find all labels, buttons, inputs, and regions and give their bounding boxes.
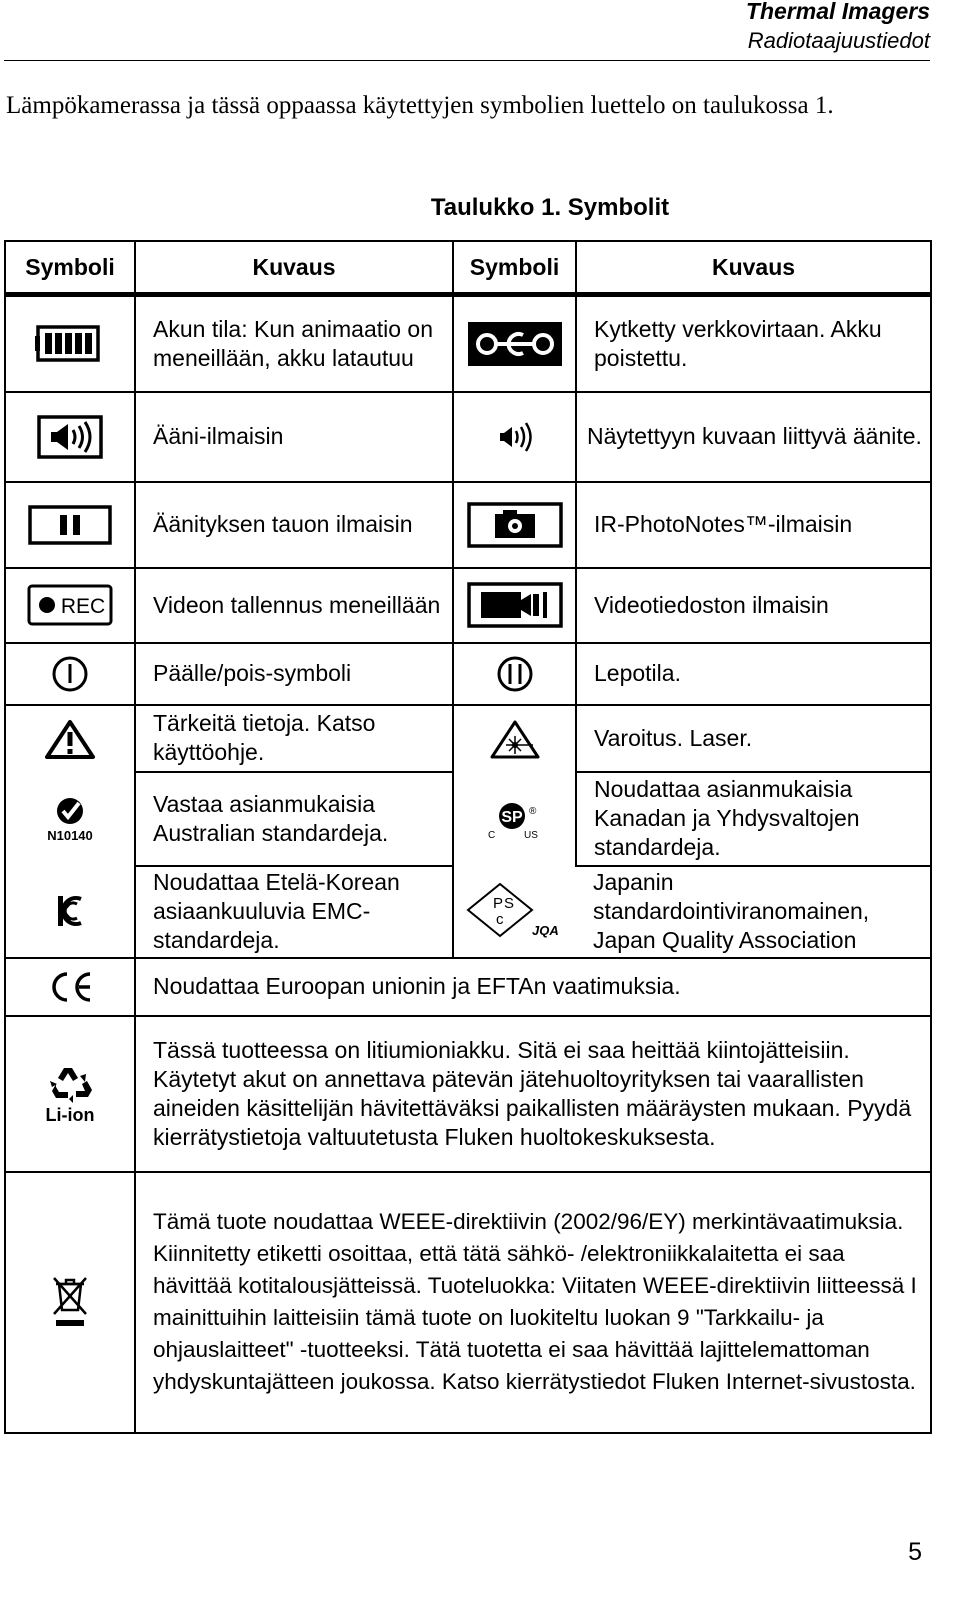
table-row: [5, 568, 931, 643]
jqa-label: JQA: [532, 923, 559, 938]
power-icon: [5, 643, 135, 705]
table-row: [5, 958, 931, 1016]
description: Noudattaa Etelä-Korean asiaankuuluvia EMC-standardeja.: [135, 866, 453, 958]
description: Videon tallennus meneillään: [135, 568, 453, 643]
page-number: 5: [908, 1538, 922, 1566]
table-row: [5, 643, 931, 705]
symbols-table: [4, 240, 932, 1434]
intro-paragraph: Lämpökamerassa ja tässä oppaassa käytettyjen symbolien luettelo on taulukossa 1.: [6, 92, 834, 119]
kc-icon: [5, 866, 135, 958]
table-row: [5, 705, 931, 772]
table-caption: Taulukko 1. Symbolit: [430, 194, 670, 221]
recording-pause-icon: [5, 482, 135, 568]
table-row: [5, 392, 931, 482]
description: Lepotila.: [576, 643, 931, 705]
description: Tässä tuotteessa on litiumioniakku. Sitä ei saa heittää kiintojätteisiin. Käytetyt akut on annettava pätevän jätehuoltoyrityksen tai vaarallisten aineiden käsittelijän hävitettäväksi paikallisten määräysten mukaan. Pyydä kierrätystietoja valtuutetusta Fluken huoltokeskuksesta.: [135, 1016, 931, 1172]
ce-mark-icon: [5, 958, 135, 1016]
description: Videotiedoston ilmaisin: [576, 568, 931, 643]
csa-c-label: C: [487, 829, 495, 841]
table-row: [5, 1172, 931, 1433]
audio-indicator-icon: [5, 392, 135, 482]
description: Noudattaa Euroopan unionin ja EFTAn vaatimuksia.: [135, 958, 931, 1016]
ir-photonotes-icon: [453, 482, 576, 568]
description: Tämä tuote noudattaa WEEE-direktiivin (2002/96/EY) merkintävaatimuksia. Kiinnitetty etiketti osoittaa, että tätä sähkö- /elektroniikkalaitetta ei saa hävittää kotitalousjätteissä. Tuoteluokka: Viitaten WEEE-direktiivin liitteessä I mainittuihin laitteisiin tämä tuote on luokiteltu luokan 9 "Tarkkailu- ja ohjauslaitteet" -tuotteeksi. Tätä tuotetta ei saa hävittää lajittelemattoman yhdyskuntajätteen joukossa. Katso kierrätystiedot Fluken Internet-sivustosta.: [135, 1172, 931, 1433]
pse-icon: [453, 866, 576, 958]
description: Akun tila: Kun animaatio on meneillään, akku latautuu: [135, 295, 453, 392]
registered-mark: ®: [528, 805, 536, 817]
rec-label: REC: [60, 595, 106, 618]
description: Ääni-ilmaisin: [135, 392, 453, 482]
rec-icon: [5, 568, 135, 643]
table-row: [5, 772, 931, 866]
pse-c: c: [496, 911, 504, 928]
running-header-title: Thermal Imagers: [745, 0, 930, 24]
li-ion-label: Li-ion: [45, 1104, 95, 1125]
c-tick-number: N10140: [47, 827, 93, 843]
header-rule: [4, 60, 930, 61]
header-symbol: Symboli: [5, 241, 135, 295]
video-file-icon: [453, 568, 576, 643]
description: Kytketty verkkovirtaan. Akku poistettu.: [576, 295, 931, 392]
description: Päälle/pois-symboli: [135, 643, 453, 705]
warning-icon: [5, 705, 135, 772]
csa-icon: [453, 772, 576, 866]
table-row: [5, 866, 931, 958]
ac-power-plug-icon: [453, 295, 576, 392]
description: Japanin standardointiviranomainen, Japan Quality Association: [576, 866, 931, 958]
table-row: [5, 295, 931, 392]
csa-us-label: US: [523, 829, 538, 841]
laser-warning-icon: [453, 705, 576, 772]
image-audio-icon: [453, 392, 576, 482]
description: Noudattaa asianmukaisia Kanadan ja Yhdysvaltojen standardeja.: [576, 772, 931, 866]
description: IR-PhotoNotes™-ilmaisin: [576, 482, 931, 568]
running-header-subtitle: Radiotaajuustiedot: [747, 28, 930, 53]
battery-charging-icon: [5, 295, 135, 392]
weee-bin-icon: [5, 1172, 135, 1433]
description: Varoitus. Laser.: [576, 705, 931, 772]
table-row: [5, 1016, 931, 1172]
recycle-icon: [5, 1016, 135, 1172]
header-symbol-2: Symboli: [453, 241, 576, 295]
header-description-2: Kuvaus: [576, 241, 931, 295]
table-header-row: [5, 241, 931, 295]
description: Äänityksen tauon ilmaisin: [135, 482, 453, 568]
description: Näytettyyn kuvaan liittyvä äänite.: [576, 392, 931, 482]
pse-p: P: [493, 895, 504, 912]
pse-s: S: [504, 895, 515, 912]
description: Tärkeitä tietoja. Katso käyttöohje.: [135, 705, 453, 772]
description: Vastaa asianmukaisia Australian standardeja.: [135, 772, 453, 866]
table-row: [5, 482, 931, 568]
sleep-icon: [453, 643, 576, 705]
svg-text:SP: SP: [500, 808, 523, 826]
c-tick-icon: [5, 772, 135, 866]
header-description: Kuvaus: [135, 241, 453, 295]
